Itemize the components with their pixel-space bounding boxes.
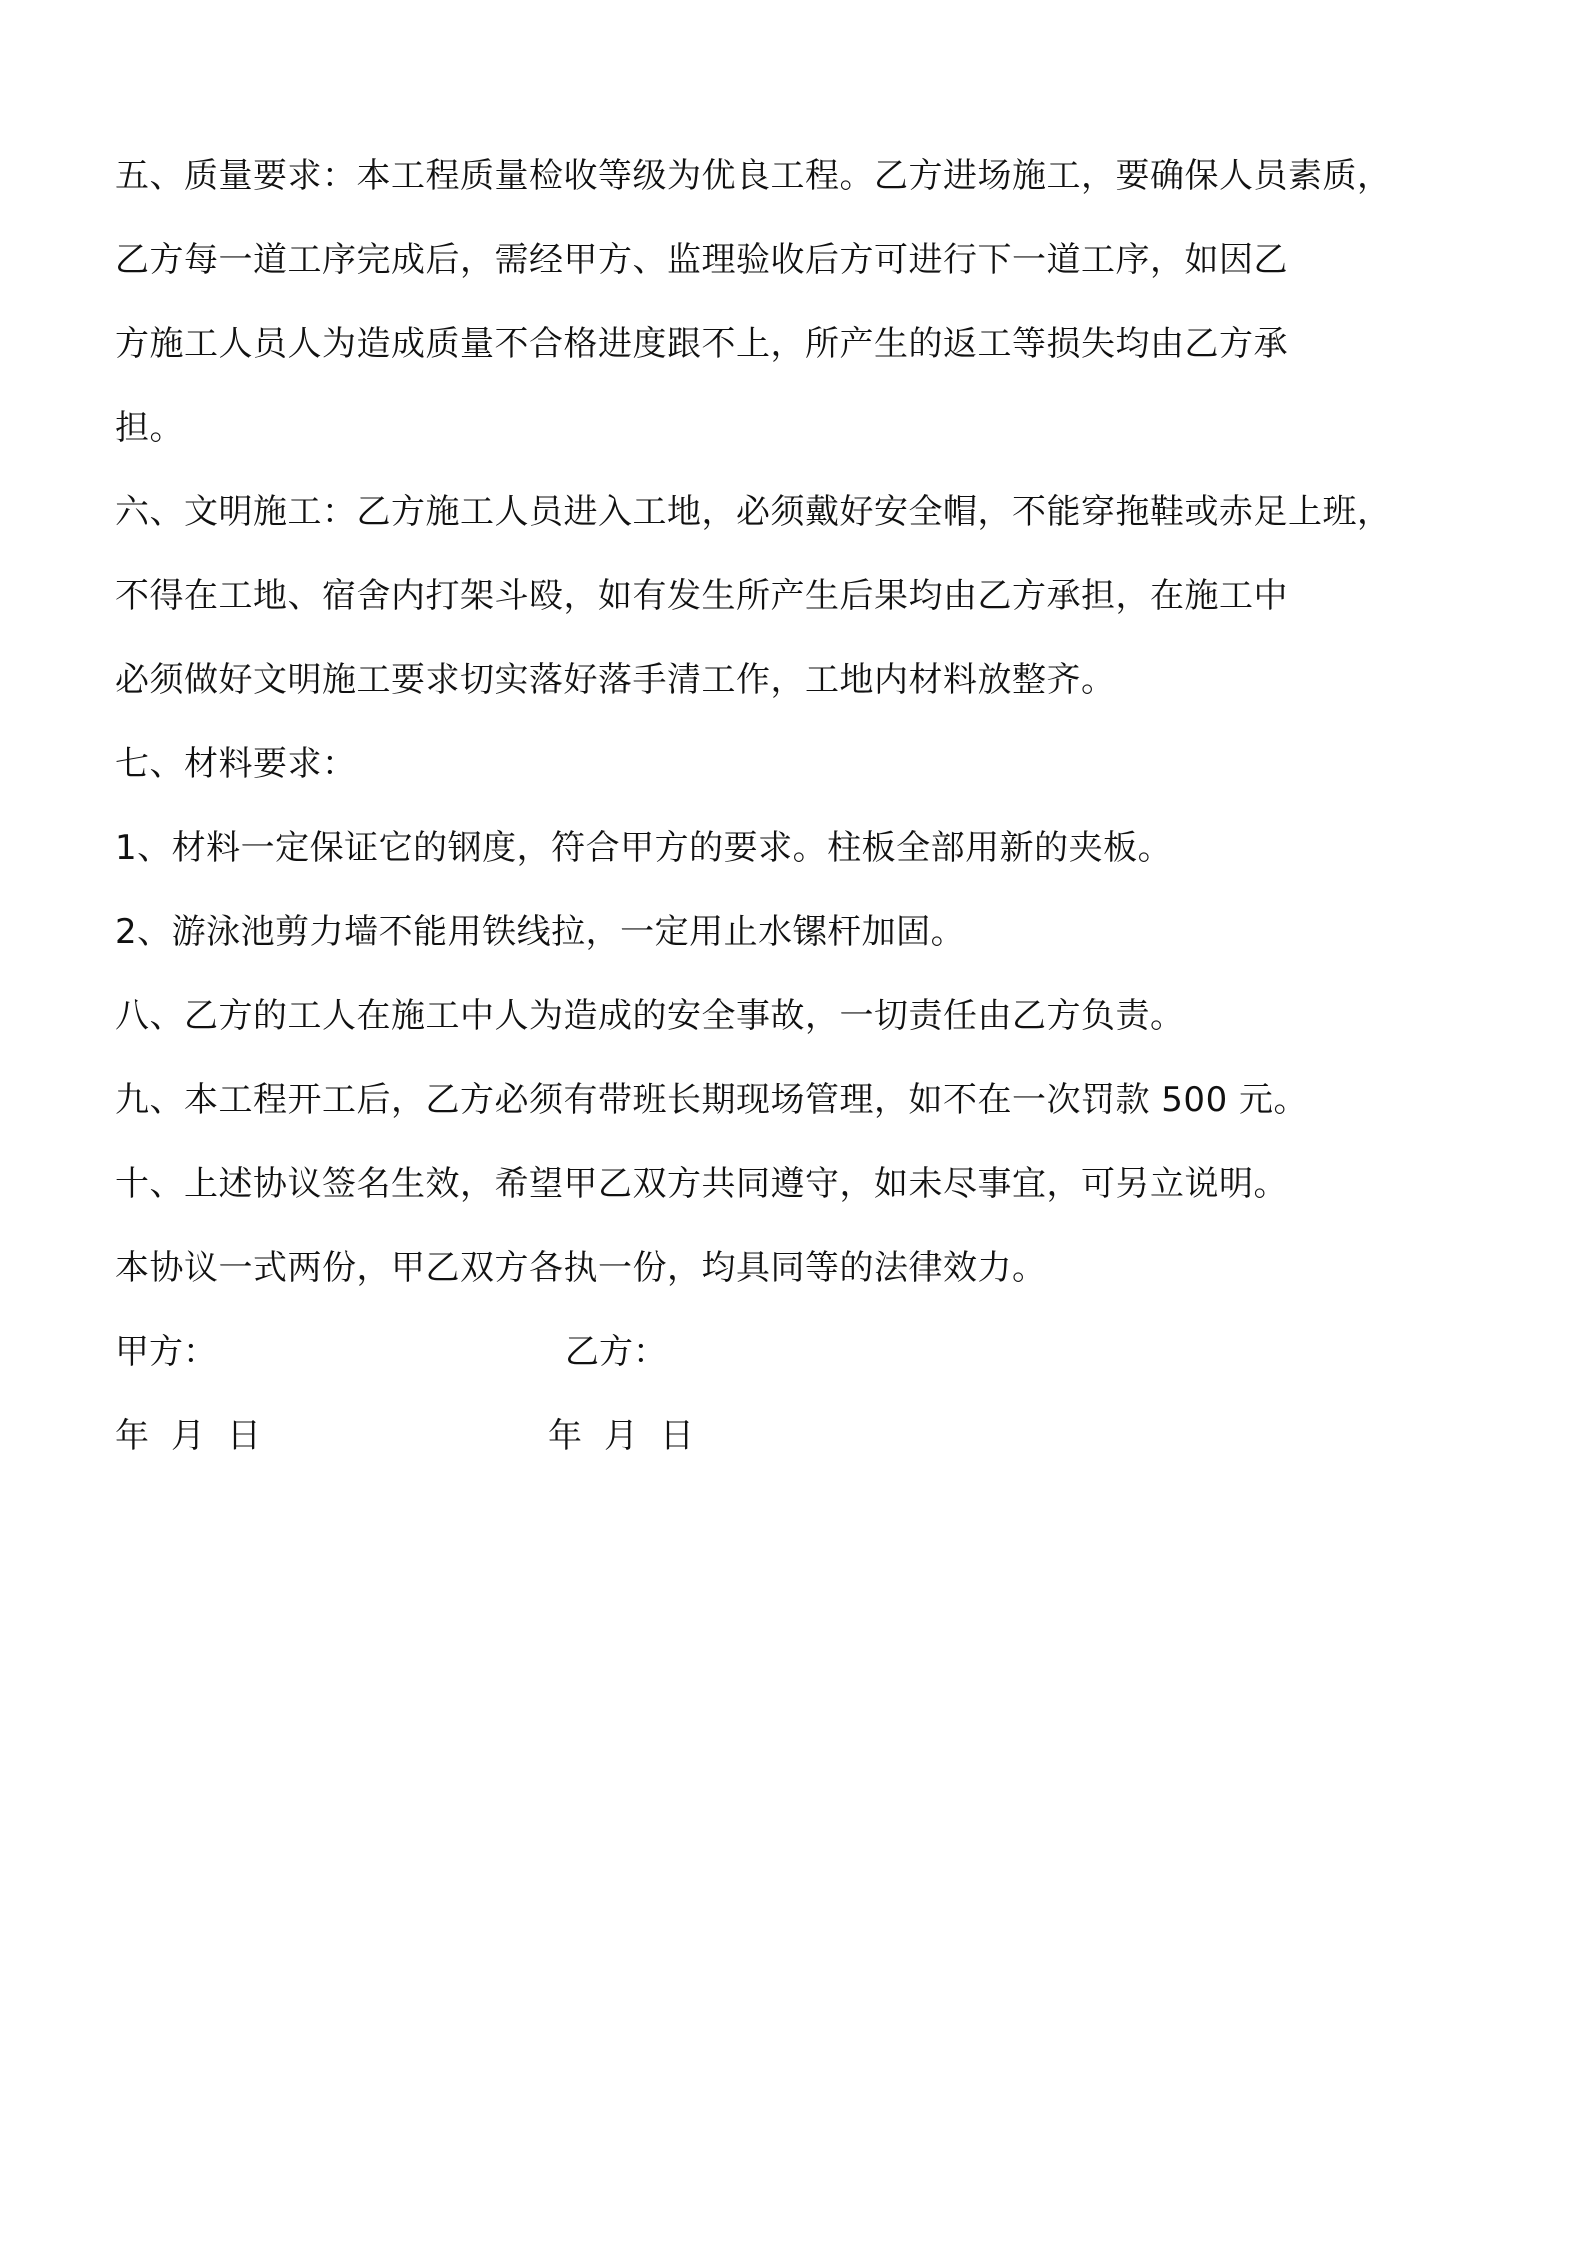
month-label: 月	[604, 1416, 638, 1456]
clause-9: 九、本工程开工后，乙方必须有带班长期现场管理，如不在一次罚款 500 元。	[115, 1080, 1309, 1120]
clause-5-line-4: 担。	[115, 408, 184, 448]
clause-6-line-1: 六、文明施工：乙方施工人员进入工地，必须戴好安全帽，不能穿拖鞋或赤足上班，	[115, 492, 1392, 532]
year-label: 年	[115, 1416, 149, 1456]
party-b-signature-label: 乙方：	[565, 1332, 667, 1372]
copies-statement: 本协议一式两份，甲乙双方各执一份，均具同等的法律效力。	[115, 1248, 1047, 1288]
clause-6-line-3: 必须做好文明施工要求切实落好落手清工作，工地内材料放整齐。	[115, 660, 1116, 700]
day-label: 日	[660, 1416, 694, 1456]
clause-10: 十、上述协议签名生效，希望甲乙双方共同遵守，如未尽事宜，可另立说明。	[115, 1164, 1288, 1204]
party-a-signature-label: 甲方：	[115, 1332, 217, 1372]
month-label: 月	[171, 1416, 205, 1456]
clause-7-heading: 七、材料要求：	[115, 744, 357, 784]
party-b-date	[548, 1412, 694, 1460]
year-label: 年	[548, 1416, 582, 1456]
clause-5-line-1: 五、质量要求：本工程质量检收等级为优良工程。乙方进场施工，要确保人员素质，	[115, 156, 1392, 196]
clause-5-line-2: 乙方每一道工序完成后，需经甲方、监理验收后方可进行下一道工序，如因乙	[115, 240, 1288, 280]
clause-7-item-2: 2、游泳池剪力墙不能用铁线拉，一定用止水镙杆加固。	[115, 912, 966, 952]
day-label: 日	[227, 1416, 261, 1456]
clause-7-item-1: 1、材料一定保证它的钢度，符合甲方的要求。柱板全部用新的夹板。	[115, 828, 1173, 868]
clause-6-line-2: 不得在工地、宿舍内打架斗殴，如有发生所产生后果均由乙方承担，在施工中	[115, 576, 1288, 616]
party-a-date	[115, 1412, 261, 1460]
clause-5-line-3: 方施工人员人为造成质量不合格进度跟不上，所产生的返工等损失均由乙方承	[115, 324, 1288, 364]
clause-8: 八、乙方的工人在施工中人为造成的安全事故，一切责任由乙方负责。	[115, 996, 1185, 1036]
